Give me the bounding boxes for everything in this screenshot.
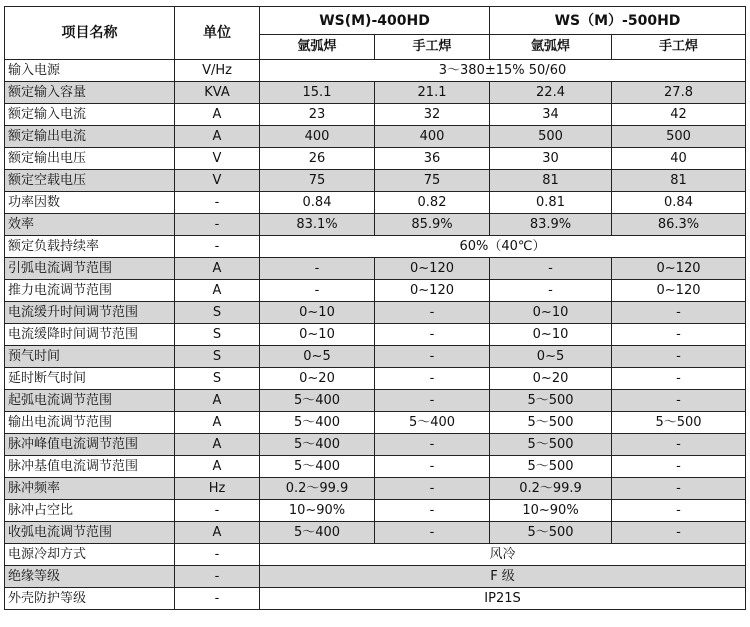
cell-manual-500: 42 (612, 104, 746, 126)
row-name: 引弧电流调节范围 (5, 258, 175, 280)
cell-manual-500: 27.8 (612, 82, 746, 104)
cell-argon-500: - (490, 258, 612, 280)
header-unit: 单位 (175, 7, 260, 60)
table-row (5, 368, 746, 390)
cell-manual-400: - (375, 434, 490, 456)
cell-manual-400: - (375, 478, 490, 500)
row-name: 收弧电流调节范围 (5, 522, 175, 544)
row-name: 绝缘等级 (5, 566, 175, 588)
cell-argon-500: 0~20 (490, 368, 612, 390)
cell-manual-400: 21.1 (375, 82, 490, 104)
row-unit: - (175, 500, 260, 522)
cell-argon-500: 5～500 (490, 412, 612, 434)
cell-manual-400: - (375, 522, 490, 544)
header-manual-500: 手工焊 (612, 35, 746, 60)
row-span-value: F 级 (260, 566, 746, 588)
cell-manual-500: 86.3% (612, 214, 746, 236)
cell-argon-400: 5～400 (260, 412, 375, 434)
cell-argon-400: 23 (260, 104, 375, 126)
row-unit: A (175, 104, 260, 126)
table-row (5, 302, 746, 324)
cell-argon-400: - (260, 280, 375, 302)
cell-manual-500: 500 (612, 126, 746, 148)
cell-argon-400: 15.1 (260, 82, 375, 104)
table-row (5, 346, 746, 368)
cell-argon-500: 30 (490, 148, 612, 170)
cell-argon-500: 0.81 (490, 192, 612, 214)
cell-manual-400: 0~120 (375, 280, 490, 302)
cell-argon-500: 22.4 (490, 82, 612, 104)
cell-manual-500: - (612, 302, 746, 324)
row-name: 电流缓升时间调节范围 (5, 302, 175, 324)
cell-argon-500: 5～500 (490, 390, 612, 412)
spec-table-body (5, 60, 746, 610)
header-item-name: 项目名称 (5, 7, 175, 60)
table-row (5, 434, 746, 456)
row-unit: V (175, 170, 260, 192)
header-model-500hd: WS（M）-500HD (490, 7, 746, 35)
cell-manual-400: 0.82 (375, 192, 490, 214)
cell-argon-500: 0~10 (490, 302, 612, 324)
cell-manual-400: - (375, 390, 490, 412)
cell-manual-400: - (375, 368, 490, 390)
cell-argon-400: 0~10 (260, 302, 375, 324)
cell-manual-500: - (612, 522, 746, 544)
table-row (5, 456, 746, 478)
cell-argon-400: 5～400 (260, 456, 375, 478)
table-row (5, 258, 746, 280)
row-unit: A (175, 390, 260, 412)
table-row (5, 126, 746, 148)
cell-manual-400: 0~120 (375, 258, 490, 280)
table-row (5, 60, 746, 82)
row-name: 额定输出电压 (5, 148, 175, 170)
row-unit: A (175, 280, 260, 302)
row-name: 额定输出电流 (5, 126, 175, 148)
cell-manual-400: 400 (375, 126, 490, 148)
cell-manual-500: - (612, 500, 746, 522)
cell-manual-400: 85.9% (375, 214, 490, 236)
cell-manual-400: - (375, 346, 490, 368)
row-name: 额定负载持续率 (5, 236, 175, 258)
cell-argon-400: 5～400 (260, 522, 375, 544)
cell-argon-500: 10~90% (490, 500, 612, 522)
cell-manual-500: 0.84 (612, 192, 746, 214)
cell-argon-400: 0~10 (260, 324, 375, 346)
cell-manual-400: 5～400 (375, 412, 490, 434)
table-row (5, 412, 746, 434)
cell-manual-500: 0~120 (612, 280, 746, 302)
table-row (5, 214, 746, 236)
cell-manual-500: - (612, 434, 746, 456)
table-row (5, 522, 746, 544)
cell-argon-400: 83.1% (260, 214, 375, 236)
table-row (5, 390, 746, 412)
row-name: 输出电流调节范围 (5, 412, 175, 434)
cell-manual-500: - (612, 346, 746, 368)
cell-argon-400: - (260, 258, 375, 280)
cell-manual-400: 75 (375, 170, 490, 192)
row-unit: A (175, 126, 260, 148)
row-name: 功率因数 (5, 192, 175, 214)
spec-table (4, 6, 746, 610)
cell-argon-500: 5～500 (490, 456, 612, 478)
row-unit: S (175, 324, 260, 346)
row-unit: - (175, 566, 260, 588)
table-row (5, 544, 746, 566)
cell-argon-400: 5～400 (260, 434, 375, 456)
row-name: 脉冲频率 (5, 478, 175, 500)
header-argon-500: 氩弧焊 (490, 35, 612, 60)
row-unit: - (175, 544, 260, 566)
row-unit: Hz (175, 478, 260, 500)
cell-manual-500: - (612, 456, 746, 478)
row-unit: S (175, 302, 260, 324)
table-row (5, 500, 746, 522)
table-row (5, 104, 746, 126)
cell-argon-400: 10~90% (260, 500, 375, 522)
row-unit: S (175, 346, 260, 368)
table-row (5, 324, 746, 346)
row-name: 效率 (5, 214, 175, 236)
row-unit: A (175, 456, 260, 478)
row-unit: V/Hz (175, 60, 260, 82)
row-name: 电流缓降时间调节范围 (5, 324, 175, 346)
cell-manual-400: - (375, 500, 490, 522)
cell-argon-500: 5～500 (490, 522, 612, 544)
table-row (5, 478, 746, 500)
row-name: 外壳防护等级 (5, 588, 175, 610)
cell-manual-500: - (612, 390, 746, 412)
row-unit: S (175, 368, 260, 390)
row-span-value: 60%（40℃） (260, 236, 746, 258)
row-name: 额定输入容量 (5, 82, 175, 104)
row-name: 起弧电流调节范围 (5, 390, 175, 412)
row-unit: A (175, 522, 260, 544)
cell-argon-500: 83.9% (490, 214, 612, 236)
cell-argon-400: 0~20 (260, 368, 375, 390)
cell-manual-500: 81 (612, 170, 746, 192)
cell-argon-500: - (490, 280, 612, 302)
cell-manual-500: - (612, 478, 746, 500)
row-unit: - (175, 236, 260, 258)
row-span-value: 3～380±15% 50/60 (260, 60, 746, 82)
row-name: 输入电源 (5, 60, 175, 82)
row-name: 延时断气时间 (5, 368, 175, 390)
row-unit: - (175, 192, 260, 214)
table-row (5, 192, 746, 214)
cell-argon-400: 26 (260, 148, 375, 170)
table-row (5, 82, 746, 104)
cell-manual-500: 0~120 (612, 258, 746, 280)
cell-argon-500: 81 (490, 170, 612, 192)
cell-argon-400: 400 (260, 126, 375, 148)
row-name: 电源冷却方式 (5, 544, 175, 566)
row-unit: KVA (175, 82, 260, 104)
table-row (5, 588, 746, 610)
cell-manual-500: - (612, 368, 746, 390)
row-span-value: IP21S (260, 588, 746, 610)
cell-manual-400: 36 (375, 148, 490, 170)
spec-table-container (4, 6, 745, 610)
cell-manual-400: - (375, 302, 490, 324)
cell-manual-500: 40 (612, 148, 746, 170)
cell-argon-500: 34 (490, 104, 612, 126)
table-row (5, 566, 746, 588)
row-span-value: 风冷 (260, 544, 746, 566)
cell-argon-400: 0.84 (260, 192, 375, 214)
table-row (5, 280, 746, 302)
row-name: 推力电流调节范围 (5, 280, 175, 302)
row-unit: V (175, 148, 260, 170)
row-unit: A (175, 258, 260, 280)
table-row (5, 148, 746, 170)
cell-argon-500: 0.2～99.9 (490, 478, 612, 500)
cell-argon-400: 0.2～99.9 (260, 478, 375, 500)
row-name: 脉冲占空比 (5, 500, 175, 522)
cell-argon-500: 500 (490, 126, 612, 148)
header-model-400hd: WS(M)-400HD (260, 7, 490, 35)
cell-argon-500: 5～500 (490, 434, 612, 456)
cell-argon-400: 0~5 (260, 346, 375, 368)
row-unit: A (175, 412, 260, 434)
cell-manual-400: 32 (375, 104, 490, 126)
cell-argon-500: 0~5 (490, 346, 612, 368)
header-manual-400: 手工焊 (375, 35, 490, 60)
row-name: 额定空载电压 (5, 170, 175, 192)
row-name: 脉冲峰值电流调节范围 (5, 434, 175, 456)
row-unit: - (175, 588, 260, 610)
row-name: 额定输入电流 (5, 104, 175, 126)
header-argon-400: 氩弧焊 (260, 35, 375, 60)
table-row (5, 236, 746, 258)
cell-manual-400: - (375, 456, 490, 478)
cell-argon-500: 0~10 (490, 324, 612, 346)
table-row (5, 170, 746, 192)
cell-manual-400: - (375, 324, 490, 346)
cell-argon-400: 5～400 (260, 390, 375, 412)
row-name: 脉冲基值电流调节范围 (5, 456, 175, 478)
row-unit: - (175, 214, 260, 236)
row-unit: A (175, 434, 260, 456)
row-name: 预气时间 (5, 346, 175, 368)
cell-manual-500: 5～500 (612, 412, 746, 434)
cell-manual-500: - (612, 324, 746, 346)
cell-argon-400: 75 (260, 170, 375, 192)
